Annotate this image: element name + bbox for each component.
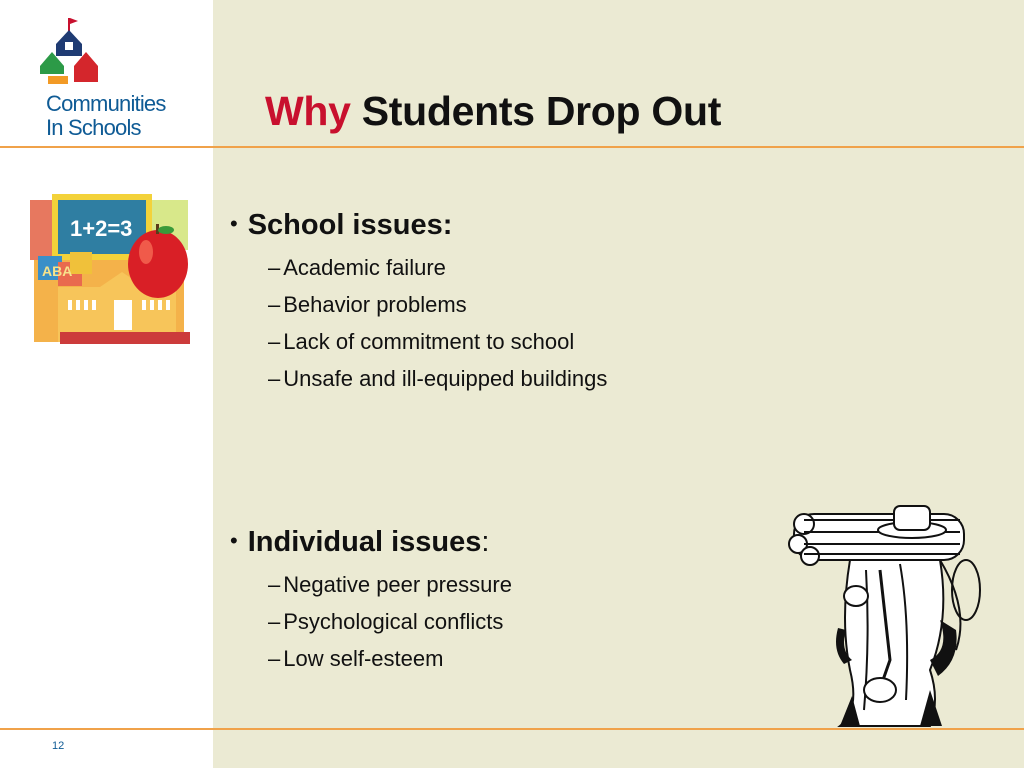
man-carrying-logs-illustration: [780, 500, 990, 728]
brand-name-line-1: Communities: [46, 91, 166, 116]
sub-bullet-item: – Negative peer pressure: [268, 572, 512, 597]
title-rest: Students Drop Out: [361, 88, 722, 134]
sidebar: [0, 0, 213, 768]
sub-bullet-item: – Low self-esteem: [268, 646, 444, 671]
sub-bullet-item: – Unsafe and ill-equipped buildings: [268, 366, 608, 391]
svg-text:1+2=3: 1+2=3: [70, 216, 133, 241]
sub-bullet-item: – Lack of commitment to school: [268, 329, 575, 354]
bullet-heading: • Individual issues:: [230, 526, 490, 558]
brand-name-line-2: In Schools: [46, 115, 141, 140]
sub-bullet-item: – Behavior problems: [268, 292, 467, 317]
schoolhouse-logo-icon: [38, 16, 100, 88]
sub-bullet-item: – Psychological conflicts: [268, 609, 504, 634]
bullet-section-individual-issues: [230, 524, 790, 677]
page-number: 12: [52, 740, 65, 752]
sub-bullet-list: [268, 249, 790, 397]
header-divider: [0, 146, 1024, 148]
bullet-heading: • School issues:: [230, 209, 453, 241]
sub-bullet-item: – Academic failure: [268, 255, 446, 280]
slide-title: [265, 88, 721, 135]
title-accent: Why: [265, 88, 351, 134]
svg-text:ABA: ABA: [42, 263, 73, 279]
sub-bullet-list: [268, 566, 790, 677]
bullet-section-school-issues: [230, 207, 790, 397]
footer-divider: [0, 728, 1024, 730]
school-chalkboard-apple-clipart: [30, 192, 192, 352]
